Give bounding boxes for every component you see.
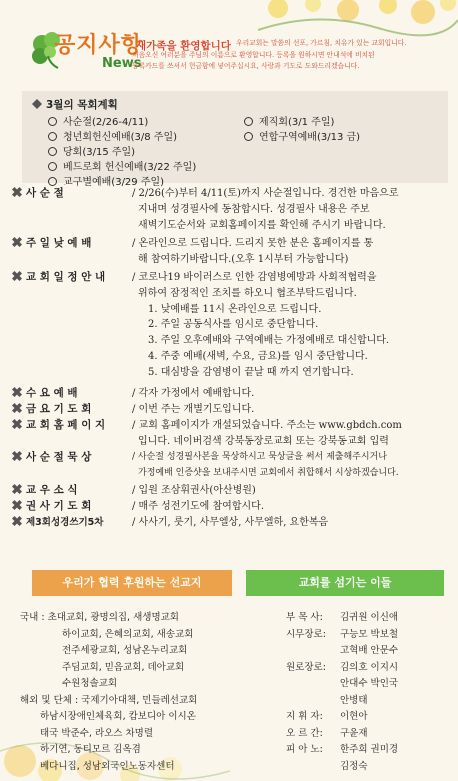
list-item bbox=[286, 643, 456, 660]
list-item: 국내 : 초대교회, 광명의집, 새생명교회 bbox=[20, 612, 179, 623]
missions-list bbox=[20, 610, 260, 775]
list-item bbox=[286, 676, 456, 693]
circle-bullet-icon bbox=[244, 117, 253, 126]
schedule-item bbox=[48, 158, 196, 173]
names: 구능모 박보철 bbox=[340, 628, 399, 640]
intro-line-1: 우리교회는 말씀의 선포, 가르침, 치유가 있는 교회입니다. bbox=[236, 39, 407, 47]
role-label: 시무장로: bbox=[286, 628, 326, 640]
welcome-heading: 새가족을 환영합니다 bbox=[136, 40, 231, 52]
list-item bbox=[286, 759, 456, 776]
role-label: 원로장로: bbox=[286, 661, 326, 673]
welcome-intro bbox=[236, 38, 456, 49]
schedule-item-text: 당회(3/15 주일) bbox=[63, 147, 136, 158]
list-item: 주딤교회, 믿음교회, 데아교회 bbox=[62, 661, 185, 673]
list-item: 베다니집, 성남외국인노동자센터 bbox=[40, 760, 175, 772]
text-line: 1. 낮예배를 11시 온라인으로 드립니다. bbox=[148, 303, 322, 315]
announcement-text bbox=[132, 402, 450, 418]
text-line: 지내며 성경필사에 동참합시다. 성경필사 내용은 주보 bbox=[138, 203, 370, 215]
text-line: / 2/26(수)부터 4/11(토)까지 사순절입니다. 경건한 마음으로 bbox=[132, 188, 399, 199]
text-line: 3. 주일 오후예배와 구역예배는 가정예배로 대신합니다. bbox=[148, 335, 390, 347]
announcement-label bbox=[12, 515, 103, 531]
list-item bbox=[286, 742, 456, 759]
schedule-item bbox=[48, 143, 135, 158]
servants-banner: 교회를 섬기는 이들 bbox=[246, 570, 444, 596]
text-line: 4. 주중 예배(새벽, 수요, 금요)를 임시 중단합니다. bbox=[148, 350, 368, 362]
text-line: 5. 대심방을 감염병이 끝날 때 까지 연기합니다. bbox=[148, 366, 354, 378]
list-item bbox=[286, 693, 456, 710]
diamond-icon bbox=[12, 387, 22, 397]
text-line: / 교회 홈페이지가 개설되었습니다. 주소는 www.gbdch.com bbox=[132, 420, 402, 431]
announcement-label bbox=[12, 186, 64, 202]
list-item: 태국 박준수, 라오스 차명렬 bbox=[40, 727, 154, 739]
names: 고혁배 안문수 bbox=[340, 645, 399, 656]
schedule-item bbox=[48, 113, 148, 128]
announcement-label bbox=[12, 483, 78, 499]
announcement-text bbox=[132, 499, 450, 515]
circle-bullet-icon bbox=[48, 177, 57, 186]
announcement-label bbox=[12, 236, 91, 252]
label-text: 사 순 절 bbox=[26, 187, 64, 199]
label-text: 주 일 낮 예 배 bbox=[26, 237, 92, 249]
news-label: News bbox=[102, 56, 142, 71]
label-text: 교 우 소 식 bbox=[26, 484, 78, 496]
announcement-text bbox=[132, 450, 450, 482]
schedule-item-text: 사순절(2/26-4/11) bbox=[63, 117, 149, 128]
list-item: 하이교회, 은혜의교회, 새송교회 bbox=[62, 628, 194, 640]
page-header bbox=[6, 18, 456, 88]
schedule-item-text: 제직회(3/1 주일) bbox=[259, 117, 335, 128]
label-text: 권 사 기 도 회 bbox=[26, 500, 92, 512]
text-line: / 코로나19 바이러스로 인한 감염병예방과 사회적협력을 bbox=[132, 272, 377, 283]
list-item: 전주세광교회, 성남온누리교회 bbox=[62, 645, 188, 656]
circle-bullet-icon bbox=[244, 132, 253, 141]
diamond-icon bbox=[12, 237, 22, 247]
label-text: 수 요 예 배 bbox=[26, 387, 78, 399]
schedule-item-text: 연합구역예배(3/13 금) bbox=[259, 132, 361, 143]
announcement-label bbox=[12, 270, 105, 286]
text-line: 해 참여하기바랍니다.(오후 1시부터 가능합니다) bbox=[138, 253, 349, 265]
names: 구윤재 bbox=[340, 727, 368, 739]
page-title: 공지사항 bbox=[54, 33, 144, 58]
label-text: 금 요 기 도 회 bbox=[26, 403, 92, 415]
schedule-title-text: 3월의 목회계획 bbox=[46, 99, 118, 111]
monthly-schedule-box bbox=[22, 91, 448, 188]
announcement-text bbox=[132, 515, 450, 531]
announcement-text bbox=[132, 386, 450, 402]
diamond-icon bbox=[12, 419, 22, 429]
list-item: 하남시장애인체육회, 캄보디아 이시온 bbox=[40, 711, 196, 722]
text-line: 새벽기도순서와 교회홈페이지를 확인해 주시기 바랍니다. bbox=[138, 219, 386, 231]
schedule-item-text: 베드로회 헌신예배(3/22 주일) bbox=[63, 162, 197, 173]
names: 안대수 박인국 bbox=[340, 678, 399, 689]
diamond-icon bbox=[12, 451, 22, 461]
list-item bbox=[286, 709, 456, 726]
schedule-item bbox=[244, 113, 334, 128]
names: 김정숙 bbox=[340, 760, 368, 772]
role-label: 지 휘 자: bbox=[286, 711, 323, 722]
role-label: 부 목 사: bbox=[286, 612, 323, 623]
list-item bbox=[286, 627, 456, 644]
label-text: 교 회 일 정 안 내 bbox=[26, 271, 106, 283]
text-line: / 이번 주는 개별기도입니다. bbox=[132, 404, 255, 415]
announcement-label bbox=[12, 450, 91, 466]
diamond-icon bbox=[12, 484, 22, 494]
names: 김의호 이지시 bbox=[340, 661, 399, 673]
schedule-item-text: 청년회헌신예배(3/8 주일) bbox=[63, 132, 178, 143]
list-item bbox=[286, 660, 456, 677]
text-line: / 매주 성전기도에 참여합시다. bbox=[132, 501, 265, 512]
intro-line-3: 등록카드를 쓰셔서 헌금함에 넣어주십시요, 사랑과 기도로 도와드리겠습니다. bbox=[132, 62, 360, 70]
names: 안병태 bbox=[340, 694, 368, 706]
announcement-text bbox=[132, 483, 450, 499]
label-text: 교 회 홈 페 이 지 bbox=[26, 419, 106, 431]
circle-bullet-icon bbox=[48, 132, 57, 141]
intro-line-2: 처음오신 여러분을 주님의 이름으로 환영합니다. 등록을 원하시면 안내석에 비치된 bbox=[132, 51, 375, 59]
role-label: 피 아 노: bbox=[286, 744, 323, 755]
diamond-icon bbox=[12, 516, 22, 526]
circle-bullet-icon bbox=[48, 117, 57, 126]
names: 이현아 bbox=[340, 711, 368, 722]
schedule-item-text: 교구별예배(3/29 주일) bbox=[63, 177, 165, 188]
role-label: 오 르 간: bbox=[286, 727, 323, 739]
text-line: / 각자 가정에서 예배합니다. bbox=[132, 388, 255, 399]
text-line: / 사순절 성경필사본을 묵상하시고 묵상글을 써서 제출해주시거나 bbox=[132, 452, 387, 462]
text-line: 2. 주일 공동식사를 임시로 중단합니다. bbox=[148, 319, 319, 331]
names: 김귀원 이신애 bbox=[340, 612, 399, 623]
announcement-label bbox=[12, 499, 91, 515]
text-line: / 입원 조삼휘권사(아산병원) bbox=[132, 485, 256, 496]
list-item: 해외 및 단체 : 국제기아대책, 민들레선교회 bbox=[20, 694, 198, 706]
schedule-title bbox=[32, 97, 118, 112]
text-line: / 사사기, 룻기, 사무엘상, 사무엘하, 요한복음 bbox=[132, 517, 329, 528]
list-item bbox=[286, 726, 456, 743]
missions-banner: 우리가 협력 후원하는 선교지 bbox=[32, 570, 232, 596]
schedule-item bbox=[244, 128, 360, 143]
label-text: 제3회성경쓰기5차 bbox=[26, 517, 104, 528]
announcement-label bbox=[12, 418, 105, 434]
diamond-icon bbox=[12, 500, 22, 510]
circle-bullet-icon bbox=[48, 147, 57, 156]
names: 한주희 권미경 bbox=[340, 744, 399, 755]
list-item: 수원청솔교회 bbox=[62, 678, 118, 689]
announcement-label bbox=[12, 402, 91, 418]
diamond-icon bbox=[12, 187, 22, 197]
diamond-icon bbox=[12, 403, 22, 413]
diamond-icon bbox=[32, 99, 42, 109]
announcement-label bbox=[12, 386, 78, 402]
list-item: 하기연, 동티모르 김옥겸 bbox=[40, 744, 141, 755]
announcement-text bbox=[132, 270, 450, 381]
announcement-text bbox=[132, 236, 450, 268]
list-item bbox=[286, 610, 456, 627]
diamond-icon bbox=[12, 271, 22, 281]
circle-bullet-icon bbox=[48, 162, 57, 171]
label-text: 사 순 절 묵 상 bbox=[26, 451, 92, 463]
announcement-text bbox=[132, 186, 450, 233]
announcement-text bbox=[132, 418, 450, 450]
servants-list bbox=[286, 610, 456, 775]
welcome-intro-more bbox=[132, 50, 452, 72]
text-line: / 온라인으로 드립니다. 드리지 못한 분은 홈페이지를 통 bbox=[132, 238, 374, 249]
text-line: 가정예배 인증샷을 보내주시면 교회에서 취합해서 시상하겠습니다. bbox=[138, 467, 399, 478]
text-line: 위하여 잠정적인 조치를 하오니 협조부탁드립니다. bbox=[138, 287, 357, 299]
text-line: 입니다. 네이버검색 강북동장로교회 또는 강북동교회 입력 bbox=[138, 435, 389, 447]
schedule-item bbox=[48, 128, 177, 143]
